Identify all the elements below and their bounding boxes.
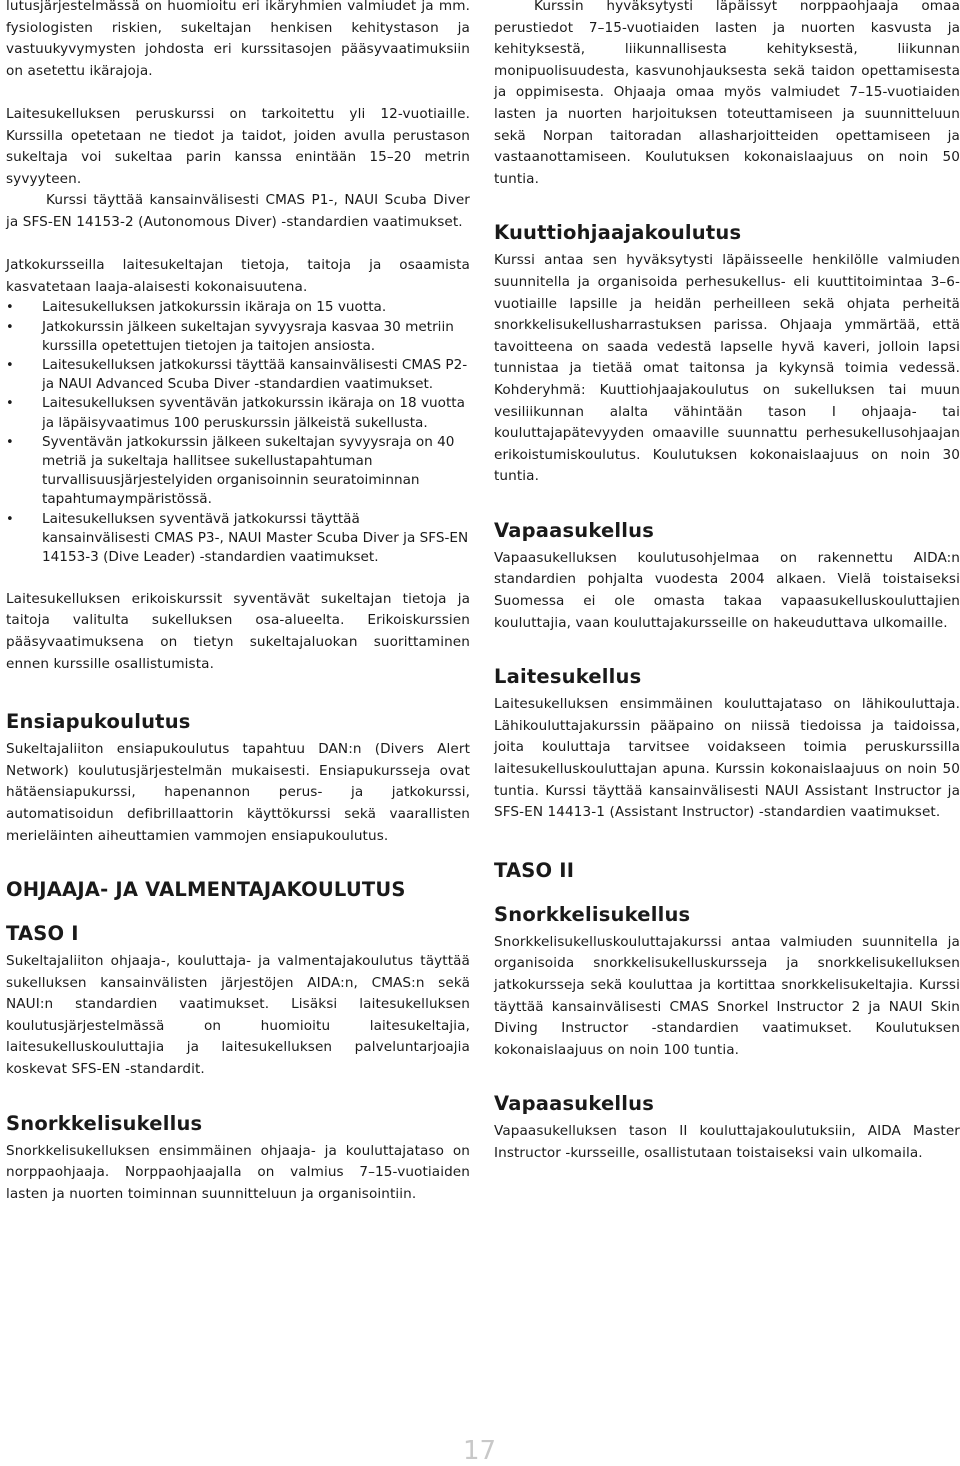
snorkel-level-2-paragraph: Snorkkelisukelluskouluttajakurssi antaa valmiuden suunnitella ja organisoida snorkkelisukelluskursseja ja snorkkelisukelluksen jatkokursseja sekä kouluttaa ja kortittaa snorkkelisukeltajia. Kurssi täyttää kansainvälisesti CMAS Snorkel Instructor 2 ja NAUI Skin Diving Instructor -standardien vaatimukset. Koulutuksen kokonaislaajuus on noin 100 tuntia. (494, 933, 960, 1058)
freediving-heading: Vapaasukellus (494, 518, 655, 542)
basic-course-paragraph: Laitesukelluksen peruskurssi on tarkoitettu yli 12-vuotiaille. Kurssilla opetetaan ne tiedot ja taidot, joiden avulla perustason sukeltaja voi sukeltaa parin kanssa enintään 15–20 metrin syvyyteen. (6, 105, 470, 187)
level-1-paragraph: Sukeltajaliiton ohjaaja-, kouluttaja- ja valmentajakoulutus täyttää sukelluksen kansainvälisten järjestöjen AIDA:n, CMAS:n sekä NAUI:n standardien vaatimukset. Lisäksi laitesukelluksen koulutusjärjestelmässä on huomioitu laitesukeltajia, laitesukelluskouluttajia ja laitesukelluksen palveluntarjoajia koskevat SFS-EN -standardit. (6, 953, 470, 1078)
list-item: • Laitesukelluksen jatkokurssi täyttää kansainvälisesti CMAS P2- ja NAUI Advanced Scuba Diver -standardien vaatimukset. (6, 356, 470, 394)
intro-paragraph: lutusjärjestelmässä on huomioitu eri ikäryhmien valmiudet ja mm. fysiologisten riskien, sukeltajan henkisen kehitystason ja vastuukyvymysten johdosta eri kurssitasojen pääsyvaatimuksiin on asetettu ikärajoja. (6, 0, 470, 79)
first-aid-heading: Ensiapukoulutus (6, 710, 191, 734)
basic-course-standards: Kurssi täyttää kansainvälisesti CMAS P1-, NAUI Scuba Diver ja SFS-EN 14153-2 (Autonomous Diver) -standardien vaatimukset. (6, 192, 470, 230)
continuation-list (6, 298, 470, 567)
page-number: 17 (463, 1436, 497, 1466)
first-aid-paragraph: Sukeltajaliiton ensiapukoulutus tapahtuu DAN:n (Divers Alert Network) koulutusjärjestelmän mukaisesti. Ensiapukursseja ovat hätäensiapukurssi, hapenannon perus- ja jatkokurssi, automatisoidun defibrillaattorin käyttökurssi sekä vaarallisten merieläinten aiheuttamien vammojen ensiapukoulutus. (6, 741, 470, 844)
snorkel-level-2-heading: Snorkkelisukellus (494, 902, 691, 926)
continuation-paragraph: Jatkokursseilla laitesukeltajan tietoja, taitoja ja osaamista kasvatetaan laaja-alaisesti kokonaisuutena. (6, 257, 470, 295)
scuba-heading: Laitesukellus (494, 665, 642, 689)
level-2-heading: TASO II (494, 858, 575, 882)
freediving-paragraph: Vapaasukelluksen koulutusohjelmaa on rakennettu AIDA:n standardien pohjalta vuodesta 2004 alkaen. Vielä toistaiseksi Suomessa ei ole omasta takaa vapaasukelluskouluttajien kouluttajia, vaan kouluttajakursseille on hakeuduttava ulkomaille. (494, 549, 960, 631)
kuutti-heading: Kuuttiohjaajakoulutus (494, 221, 742, 245)
snorkel-paragraph: Snorkkelisukelluksen ensimmäinen ohjaaja- ja kouluttajataso on norppaohjaaja. Norppaohjaajalla on valmius 7–15-vuotiaiden lasten ja nuorten toiminnan suunnitteluun ja organisointiin. (6, 1142, 470, 1202)
special-courses-paragraph: Laitesukelluksen erikoiskurssit syventävät sukeltajan tietoja ja taitoja valitulta sukelluksen osa-alueelta. Erikoiskurssien pääsyvaatimuksena on tietyn sukeltajaluokan suorittaminen ennen kurssille osallistumista. (6, 590, 470, 672)
kuutti-paragraph: Kurssi antaa sen hyväksytysti läpäisseelle henkilölle valmiuden suunnitella ja organisoida perhesukellus- eli kuuttitoimintaa 3–6-vuotiaille lapsille ja heidän perheilleen sekä ohjata perheitä snorkkelisukellusharrastuksen parissa. Ohjaaja ymmärtää, että tavoitteena on saada vedestä lapselle hyvä kaveri, jolloin lapsi tunnistaa ja tietää omat taitonsa ja kykynsä toimia vedessä. Kohderyhmä: Kuuttiohjaajakoulutus on sukelluksen tai muun vesiliikunnan alalta vähintään tason I ohjaaja- tai kouluttajapätevyyden omaaville suunnattu perhesukellusohjaajan erikoistumiskoulutus. Koulutuksen kokonaislaajuus on noin 30 tuntia. (494, 252, 960, 485)
snorkel-heading: Snorkkelisukellus (6, 1111, 203, 1135)
list-item: • Laitesukelluksen jatkokurssin ikäraja on 15 vuotta. (6, 298, 470, 317)
list-item: • Laitesukelluksen syventävä jatkokurssi täyttää kansainvälisesti CMAS P3-, NAUI Master Scuba Diver ja SFS-EN 14153-3 (Dive Leader) -standardien vaatimukset. (6, 510, 470, 568)
list-item: • Laitesukelluksen syventävän jatkokurssin ikäraja on 18 vuotta ja läpäisyvaatimus 100 peruskurssin jälkeistä sukellusta. (6, 394, 470, 432)
freediving-level-2-paragraph: Vapaasukelluksen tason II kouluttajakoulutuksiin, AIDA Master Instructor -kursseille, osallistutaan toistaiseksi vain ulkomaila. (494, 1123, 960, 1161)
scuba-paragraph: Laitesukelluksen ensimmäinen kouluttajataso on lähikouluttaja. Lähikouluttajakurssin pääpaino on niissä tiedoissa ja taidoissa, joita kouluttaja tarvitsee voidakseen toimia peruskurssilla laitesukelluskouluttajan apuna. Kurssin kokonaislaajuus on noin 50 tuntia. Kurssi täyttää kansainvälisesti NAUI Assistant Instructor ja SFS-EN 14413-1 (Assistant Instructor) -standardien vaatimukset. (494, 696, 960, 821)
instructor-training-heading: OHJAAJA- JA VALMENTAJAKOULUTUS (6, 878, 406, 902)
right-column (494, 0, 960, 1165)
norppa-paragraph: Kurssin hyväksytysti läpäissyt norppaohjaaja omaa perustiedot 7–15-vuotiaiden lasten ja nuorten kasvusta ja kehityksestä, liikunnallisesta kehityksestä, liikunnan monipuolisuudesta, kasvunohjauksesta sekä taidon opettamisesta ja oppimisesta. Ohjaaja omaa myös valmiudet 7–15-vuotiaiden lasten ja nuorten harjoituksen toteuttamiseen ja suunnitteluun sekä Norpan taitoradan allasharjoitteiden opettamiseen ja vastaanottamiseen. Koulutuksen kokonaislaajuus on noin 50 tuntia. (494, 0, 960, 187)
level-1-heading: TASO I (6, 922, 79, 946)
list-item: • Syventävän jatkokurssin jälkeen sukeltajan syvyysraja on 40 metriä ja sukeltaja hallitsee sukellustapahtuman turvallisuusjärjestelyiden organisoinnin seuratoiminnan tapahtumaympäristössä. (6, 433, 470, 510)
list-item: • Jatkokurssin jälkeen sukeltajan syvyysraja kasvaa 30 metriin kurssilla opetettujen tietojen ja taitojen ansiosta. (6, 318, 470, 356)
left-column (6, 0, 470, 1205)
freediving-level-2-heading: Vapaasukellus (494, 1092, 655, 1116)
